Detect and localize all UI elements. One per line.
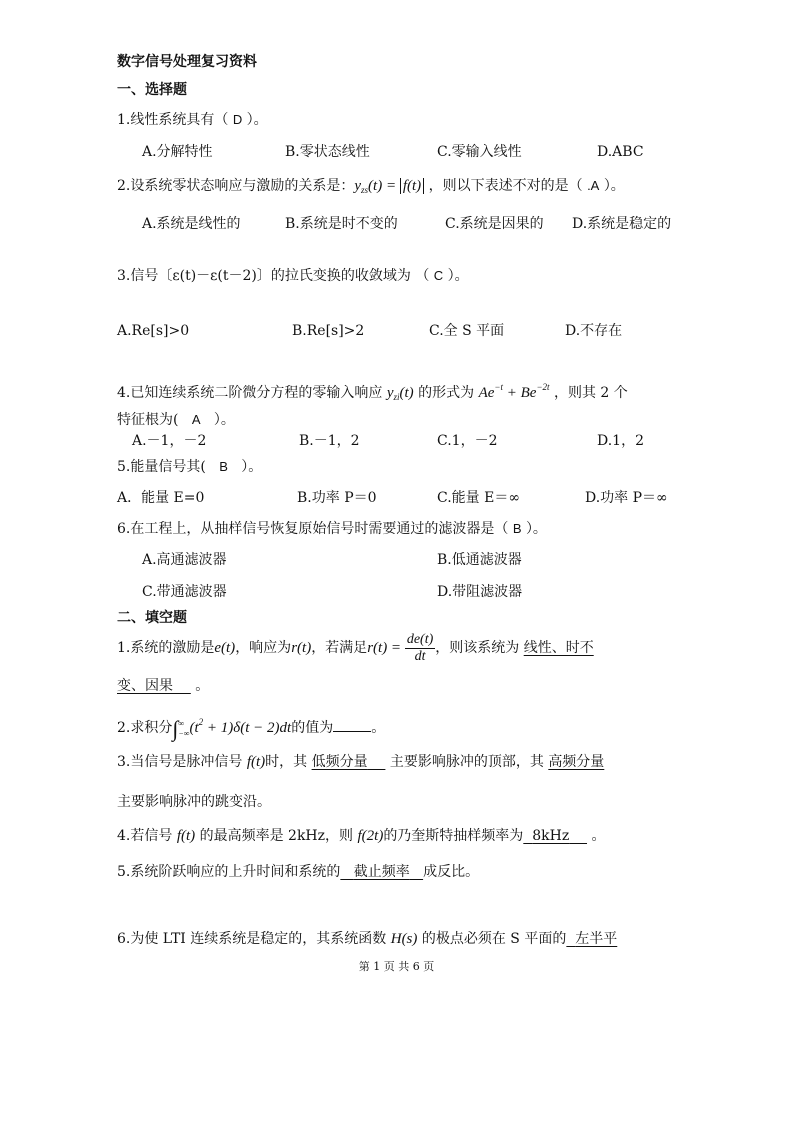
q4-opt-c: C.1，－2 — [437, 433, 498, 449]
q5-answer: B — [219, 459, 228, 474]
q6-answer: B — [512, 521, 522, 536]
f3-text: 3.当信号是脉冲信号 — [117, 754, 243, 770]
q6-text: 6.在工程上，从抽样信号恢复原始信号时需要通过的滤波器是（ — [117, 521, 509, 537]
f1-answer-part2: 变、因果 — [117, 678, 173, 694]
question-4-line2 — [117, 410, 235, 430]
f5-end: 成反比。 — [423, 864, 480, 880]
f4-signal: f(t) — [176, 828, 196, 844]
q6-opt-c: C.带通滤波器 — [142, 584, 227, 600]
fill-1-line2 — [117, 676, 209, 696]
fill-3-line2: 主要影响脉冲的跳变沿。 — [117, 794, 271, 810]
q5-end: ）。 — [241, 459, 263, 475]
f1-end: 。 — [195, 678, 210, 694]
q5-opt-c: C.能量 E＝∞ — [437, 490, 520, 506]
q2-opt-b: B.系统是时不变的 — [285, 216, 398, 232]
f2-text: 2.求积分 — [117, 720, 173, 736]
q3-answer: C — [433, 268, 444, 283]
f5-answer: 截止频率 — [353, 864, 410, 880]
question-2 — [117, 176, 625, 200]
q4-answer: A — [191, 412, 201, 427]
q1-text: 1.线性系统具有（ — [117, 112, 229, 128]
q2-text: 2.设系统零状态响应与激励的关系是： — [117, 178, 355, 194]
q6-opt-d: D.带阻滤波器 — [437, 584, 523, 600]
question-6 — [117, 519, 547, 539]
q4-response-formula: $Ae^{-t} + Be^{-2t}$ — [478, 382, 550, 401]
f1-text-mid1: ，响应为 — [235, 640, 292, 656]
f1-answer-part1: 线性、时不 — [523, 640, 594, 656]
f3-text-mid1: 时，其 — [265, 754, 308, 770]
q4-text: 4.已知连续系统二阶微分方程的零输入响应 — [117, 385, 383, 401]
q6-opt-b: B.低通滤波器 — [437, 552, 522, 568]
q5-opt-a: A．能量 E=0 — [117, 490, 205, 506]
f5-text: 5.系统阶跃响应的上升时间和系统的 — [117, 864, 341, 880]
q2-formula: $y_{zs}(t) = f(t)$ — [354, 178, 424, 194]
q1-opt-c: C.零输入线性 — [437, 144, 522, 160]
fill-5 — [117, 862, 479, 882]
q4-yzi-formula: $y_{zi}(t)$ — [386, 385, 414, 402]
f3-answer-2: 高频分量 — [548, 754, 605, 770]
f2-text-post: 的值为 — [291, 720, 334, 736]
q4-opt-b: B.－1，2 — [299, 433, 360, 449]
f1-formula: r(t) = — [367, 640, 405, 656]
q5-opt-b: B.功率 P＝0 — [297, 490, 377, 506]
q4-line2-text: 特征根为( — [117, 412, 179, 428]
q4-text-mid: 的形式为 — [418, 385, 475, 401]
f4-signal-scaled: f(2t) — [357, 828, 384, 844]
f4-text: 4.若信号 — [117, 828, 173, 844]
q3-opt-a: A.Re[s]>0 — [117, 323, 190, 339]
fill-2 — [117, 708, 386, 741]
q5-opt-d: D.功率 P＝∞ — [585, 490, 668, 506]
fill-1 — [117, 628, 594, 668]
f6-text-mid: 的极点必须在 S 平面的 — [421, 931, 567, 947]
f1-text: 1.系统的激励是 — [117, 640, 215, 656]
q2-opt-d: D.系统是稳定的 — [572, 216, 672, 232]
question-5 — [117, 457, 262, 477]
page-footer: 第 1 页 共 6 页 — [358, 960, 435, 973]
f1-response: r(t) — [291, 640, 312, 656]
f6-answer: 左半平 — [575, 931, 618, 947]
question-4 — [117, 377, 628, 407]
question-1 — [117, 110, 268, 130]
page-title: 数字信号处理复习资料 — [117, 54, 257, 70]
q4-end: ）。 — [213, 412, 235, 428]
q6-end: ）。 — [525, 521, 547, 537]
fill-6 — [117, 929, 617, 949]
f2-end: 。 — [371, 720, 386, 736]
q2-text-post: ，则以下表述不对的是（ — [428, 178, 583, 194]
q3-opt-b: B.Re[s]>2 — [292, 323, 365, 339]
q2-opt-c: C.系统是因果的 — [445, 216, 544, 232]
q3-opt-d: D.不存在 — [565, 323, 623, 339]
f4-text-mid2: 的乃奎斯特抽样频率为 — [383, 828, 524, 844]
q1-end: ）。 — [246, 112, 268, 128]
f1-text-mid2: ，若满足 — [311, 640, 368, 656]
q4-text-post: ，则其 2 个 — [553, 385, 628, 401]
f2-integral-formula: ∫ ∞ −∞ $(t^2 + 1)\delta(t - 2)dt$ — [172, 716, 292, 741]
f1-excitation: e(t) — [214, 640, 236, 656]
f3-text-mid2: 主要影响脉冲的顶部，其 — [389, 754, 544, 770]
f4-end: 。 — [591, 828, 606, 844]
q1-opt-a: A.分解特性 — [142, 144, 213, 160]
q4-opt-a: A.－1，－2 — [132, 433, 207, 449]
q4-opt-d: D.1，2 — [597, 433, 644, 449]
f1-text-post: ，则该系统为 — [435, 640, 520, 656]
f2-answer-blank — [333, 716, 371, 732]
q3-end: ）。 — [447, 268, 469, 284]
q5-text: 5.能量信号其( — [117, 459, 206, 475]
f3-signal: f(t) — [246, 754, 266, 770]
question-3 — [117, 266, 469, 286]
q1-opt-b: B.零状态线性 — [285, 144, 370, 160]
q3-opt-c: C.全 S 平面 — [429, 323, 505, 339]
q1-opt-d: D.ABC — [597, 144, 644, 160]
q3-text: 3.信号〔ε(t)－ε(t－2)〕的拉氏变换的收敛域为 （ — [117, 268, 430, 284]
section-fill-heading: 二、填空题 — [117, 610, 187, 626]
f1-fraction: $\frac{de(t)}{dt}$ — [406, 631, 434, 664]
fill-3 — [117, 752, 604, 772]
q1-answer: D — [232, 112, 243, 127]
f6-text: 6.为使 LTI 连续系统是稳定的，其系统函数 — [117, 931, 387, 947]
fill-4 — [117, 826, 605, 846]
section-choice-heading: 一、选择题 — [117, 82, 187, 98]
f4-answer: 8kHz — [532, 828, 570, 844]
f3-answer-1: 低频分量 — [311, 754, 368, 770]
f4-text-mid1: 的最高频率是 2kHz，则 — [199, 828, 354, 844]
q2-answer: .A — [587, 178, 600, 193]
f6-system-function: H(s) — [390, 931, 418, 947]
q2-end: ）。 — [603, 178, 625, 194]
q2-opt-a: A.系统是线性的 — [142, 216, 241, 232]
q6-opt-a: A.高通滤波器 — [142, 552, 227, 568]
